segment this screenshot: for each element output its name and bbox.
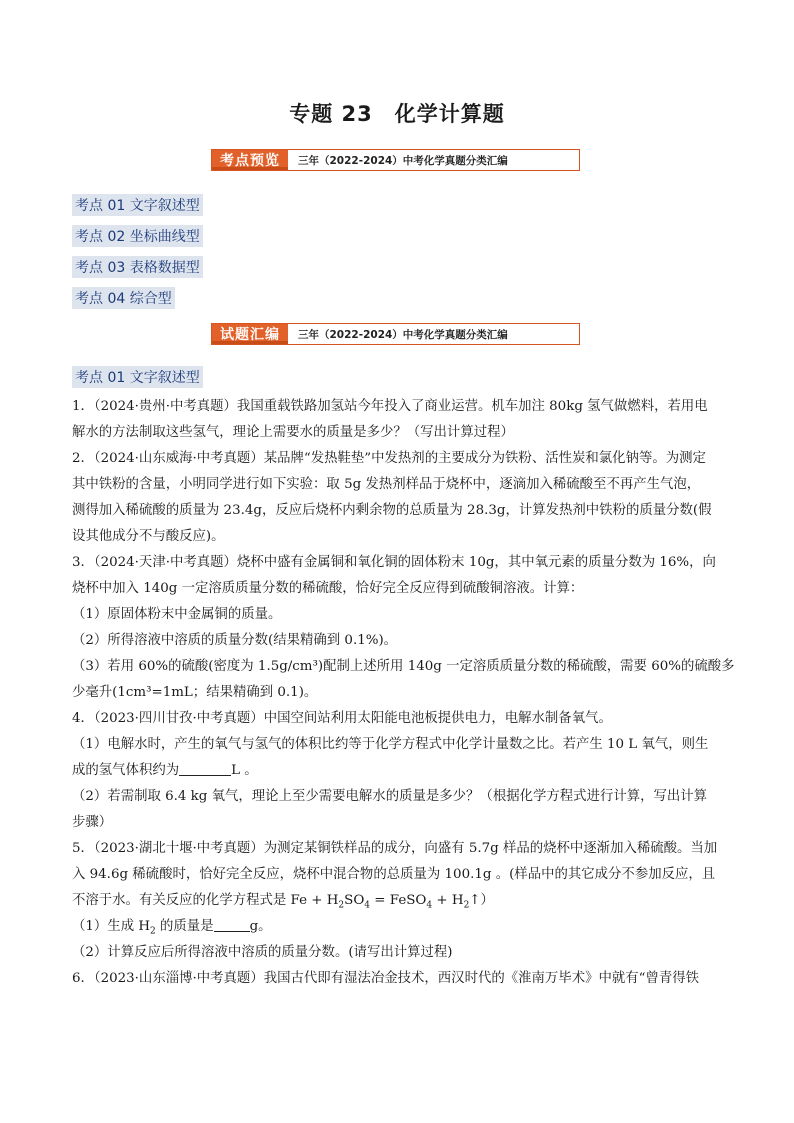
section-banner-preview [211,149,580,171]
q2-line: 2．（2024·山东威海·中考真题）某品牌“发热鞋垫”中发热剂的主要成分为铁粉、活性炭和氯化钠等。为测定 [72,451,706,466]
q3-line: （3）若用 60%的硫酸(密度为 1.5g/cm³)配制上述所用 140g 一定溶质质量分数的稀硫酸，需要 60%的硫酸多 [72,659,735,674]
q5-line: 5．（2023·湖北十堰·中考真题）为测定某铜铁样品的成分，向盛有 5.7g 样品的烧杯中逐渐加入稀硫酸。当加 [72,841,718,856]
q1-line: 解水的方法制取这些氢气，理论上需要水的质量是多少？（写出计算过程） [72,425,514,440]
banner-tag: 考点预览 [212,150,288,170]
q4-line: 步骤） [72,815,113,830]
q5-text: = FeSO [370,893,427,908]
q4-text: 成的氢气体积约为 [72,763,180,778]
q3-line: （2）所得溶液中溶质的质量分数(结果精确到 0.1%)。 [72,633,398,648]
q2-line: 测得加入稀硫酸的质量为 23.4g，反应后烧杯内剩余物的总质量为 28.3g，计算发热剂中铁粉的质量分数(假 [72,503,712,518]
toc-item-4[interactable]: 考点 04 综合型 [72,287,175,309]
subscript: 2 [150,926,156,937]
q4-text: L 。 [231,763,258,778]
section-heading: 考点 01 文字叙述型 [72,366,203,388]
q4-line: （1）电解水时，产生的氧气与氢气的体积比约等于化学方程式中化学计量数之比。若产生 10 L 氧气，则生 [72,737,709,752]
subscript: 2 [463,900,470,911]
q5-text: SO [344,893,365,908]
q2-line: 其中铁粉的含量，小明同学进行如下实验：取 5g 发热剂样品于烧杯中，逐滴加入稀硫酸至不再产生气泡， [72,477,701,492]
subscript: 2 [338,900,345,911]
q6-line: 6．（2023·山东淄博·中考真题）我国古代即有湿法冶金技术，西汉时代的《淮南万毕术》中就有“曾青得铁 [72,971,700,986]
q4-line: （2）若需制取 6.4 kg 氧气，理论上至少需要电解水的质量是多少？（根据化学方程式进行计算，写出计算 [72,789,708,804]
page-title: 专题 23 化学计算题 [289,102,505,126]
banner-text: 三年（2022-2024）中考化学真题分类汇编 [298,328,508,341]
answer-blank[interactable] [179,761,231,776]
q3-line: 烧杯中加入 140g 一定溶质质量分数的稀硫酸，恰好完全反应得到硫酸铜溶液。计算： [72,581,584,596]
q3-line: （1）原固体粉末中金属铜的质量。 [72,607,282,622]
q5-text: 不溶于水。有关反应的化学方程式是 Fe + H [72,893,339,908]
q5-text: 的质量是 [155,919,214,934]
q5-text: + H [432,893,464,908]
toc-item-3[interactable]: 考点 03 表格数据型 [72,256,203,278]
q5-text: g。 [249,919,272,934]
question-list [72,394,735,992]
q4-line: 4．（2023·四川甘孜·中考真题）中国空间站利用太阳能电池板提供电力，电解水制备氧气。 [72,711,612,726]
subscript: 4 [364,900,371,911]
q5-line: （2）计算反应后所得溶液中溶质的质量分数。(请写出计算过程) [72,945,453,960]
q1-line: 1．（2024·贵州·中考真题）我国重载铁路加氢站今年投入了商业运营。机车加注 80kg 氢气做燃料，若用电 [72,399,708,414]
q3-line: 少毫升(1cm³=1mL；结果精确到 0.1)。 [72,685,318,700]
q5-line [72,888,724,914]
toc-item-2[interactable]: 考点 02 坐标曲线型 [72,225,203,247]
q5-line: 入 94.6g 稀硫酸时，恰好完全反应，烧杯中混合物的总质量为 100.1g 。(样品中的其它成分不参加反应，且 [72,867,716,882]
q4-line [72,758,724,784]
q5-text: （1）生成 H [72,919,151,934]
toc-item-1[interactable]: 考点 01 文字叙述型 [72,194,203,216]
q5-line [72,914,724,940]
banner-text: 三年（2022-2024）中考化学真题分类汇编 [298,154,508,167]
q2-line: 设其他成分不与酸反应)。 [72,529,225,544]
answer-blank[interactable] [214,917,250,932]
q5-text: ↑） [469,893,494,908]
section-banner-compilation [211,323,580,345]
subscript: 4 [426,900,433,911]
q3-line: 3．（2024·天津·中考真题）烧杯中盛有金属铜和氧化铜的固体粉末 10g，其中氧元素的质量分数为 16%，向 [72,555,716,570]
banner-tag: 试题汇编 [212,324,288,344]
